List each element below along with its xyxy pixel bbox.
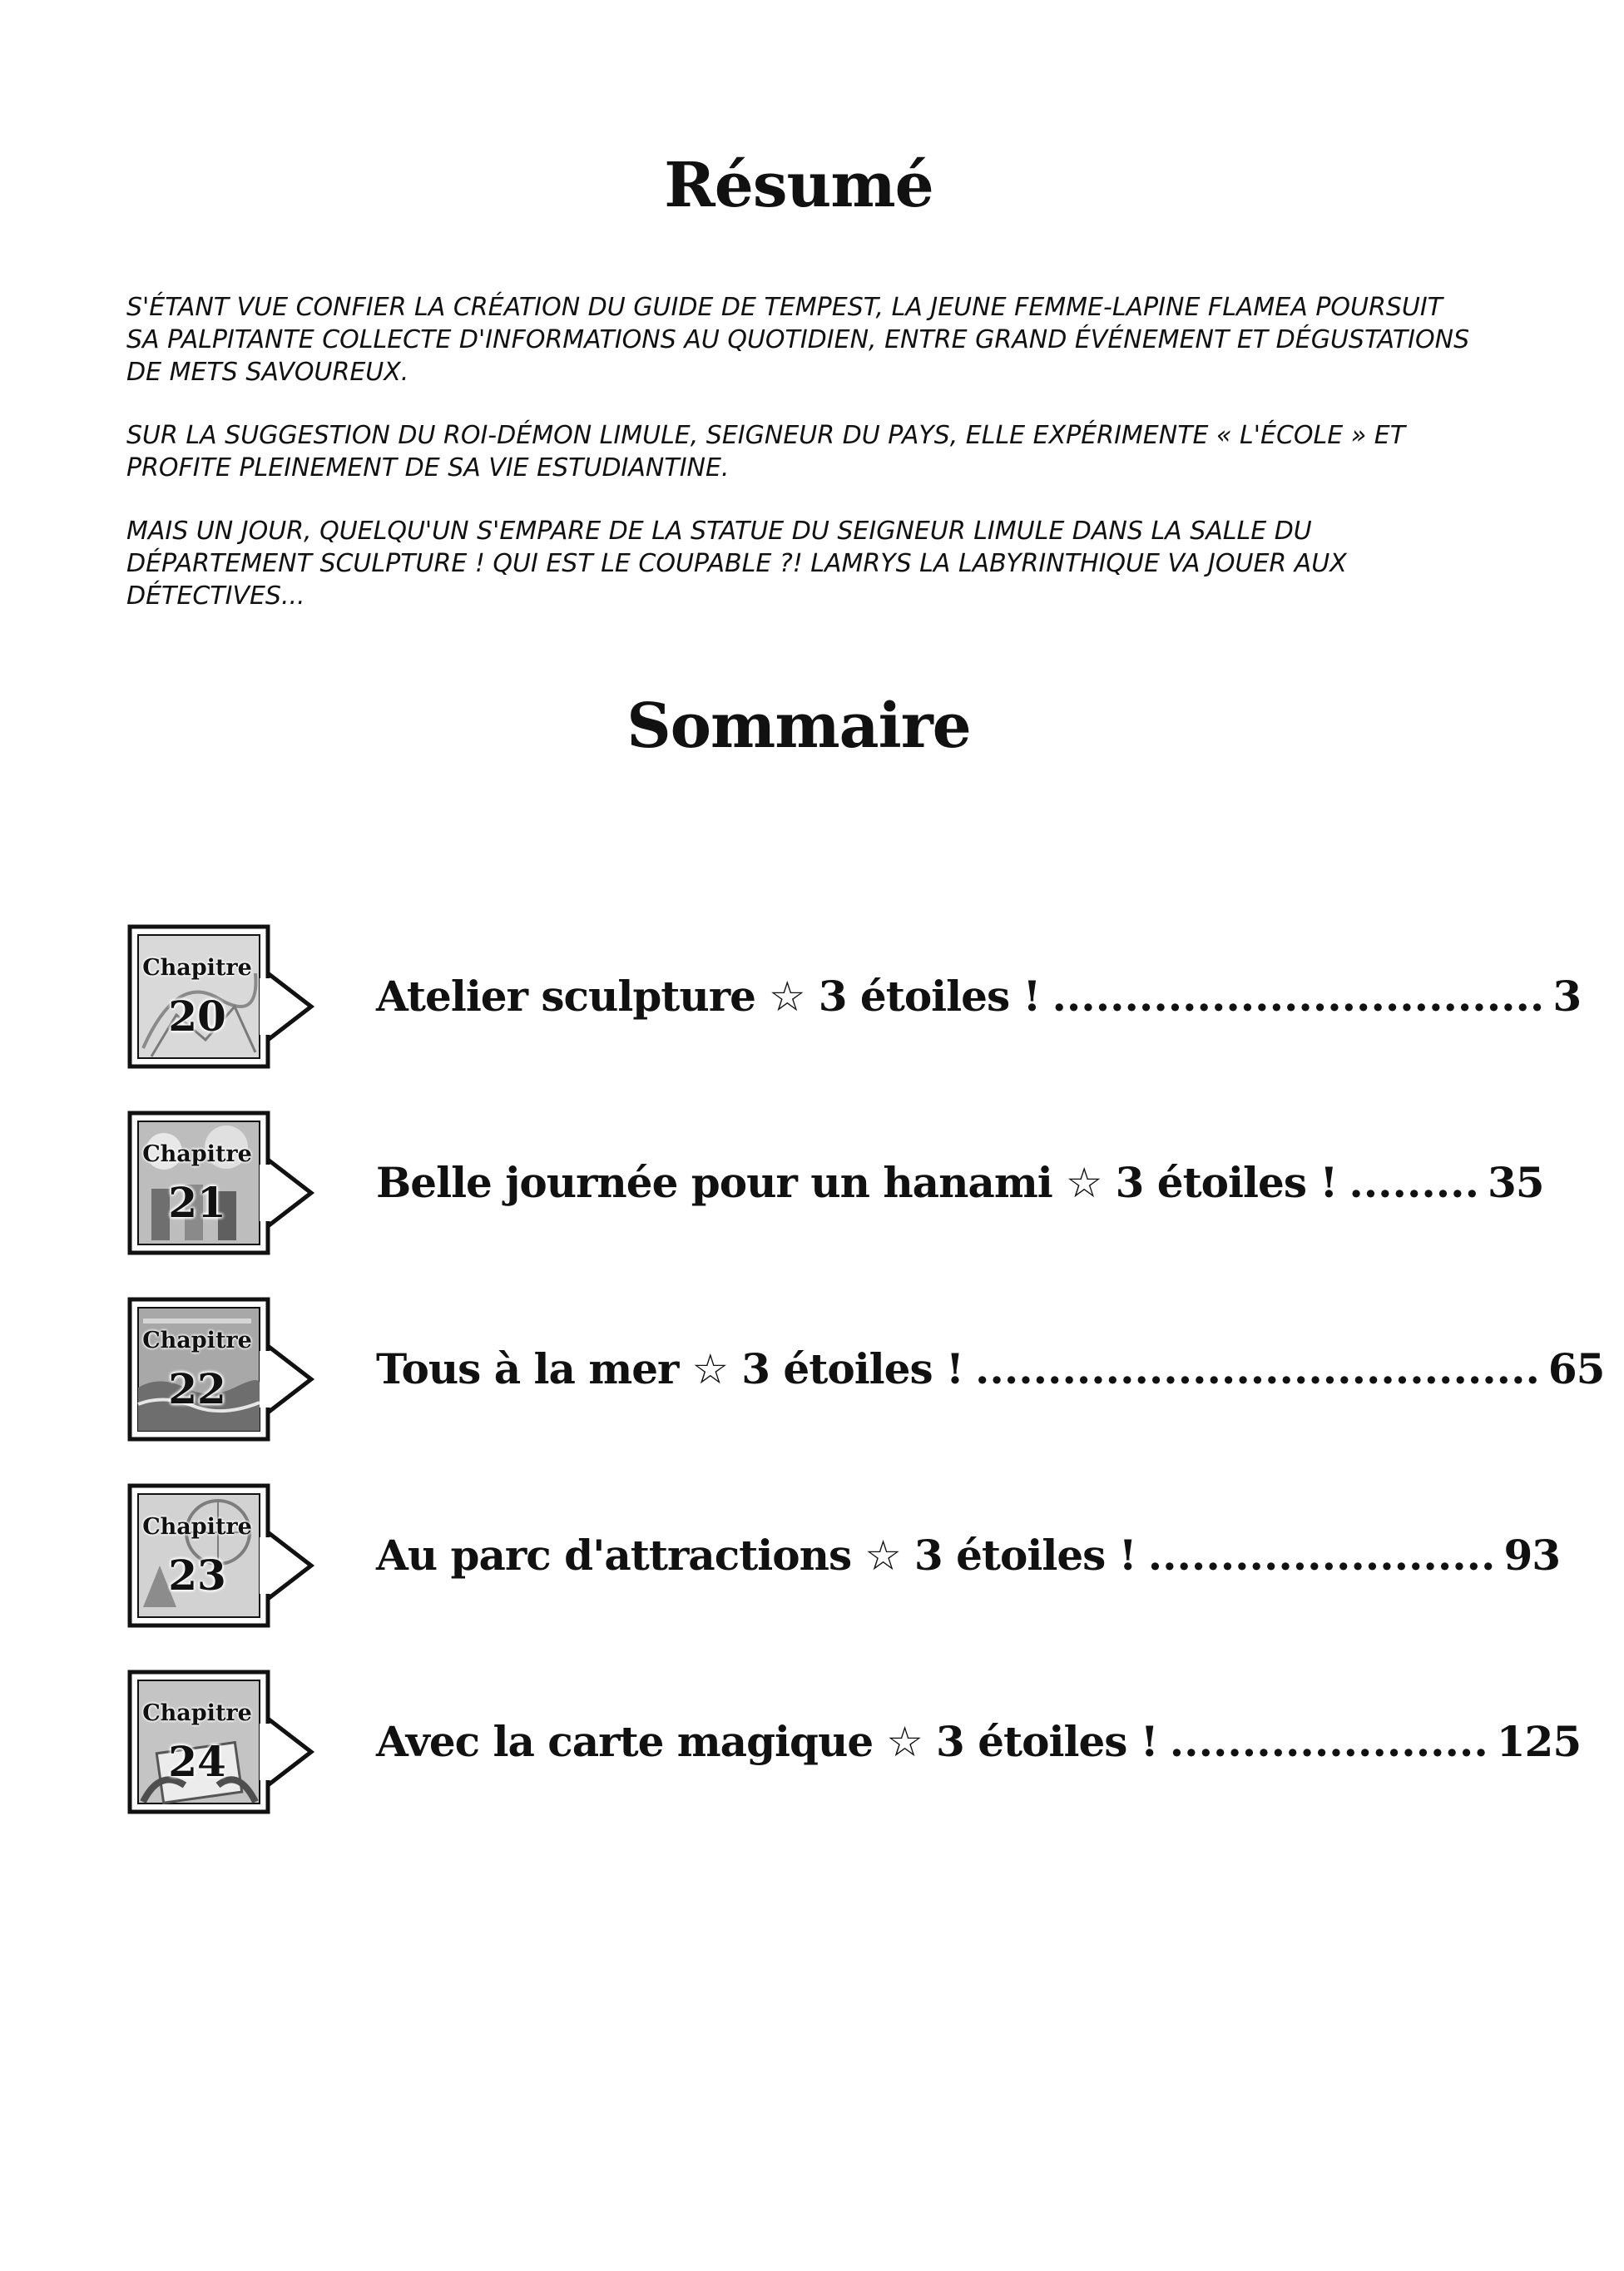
leader-dots: ........................ — [1147, 1531, 1496, 1580]
summary-paragraph: MAIS UN JOUR, QUELQU'UN S'EMPARE DE LA STATUE DU SEIGNEUR LIMULE DANS LA SALLE DU DÉPARTEMENT SCULPTURE ! QUI EST LE COUPABLE ?! LAMRYS LA LABYRINTHIQUE VA JOUER AUX DÉTECTIVES... — [126, 517, 1347, 611]
chapter-title: Belle journée pour un hanami — [376, 1158, 1052, 1207]
leader-dots: .................................. — [1052, 972, 1545, 1021]
chapter-title: Au parc d'attractions — [376, 1531, 852, 1580]
rating-suffix: 3 étoiles ! — [818, 972, 1041, 1021]
page-number: 125 — [1496, 1717, 1582, 1766]
chapter-title: Atelier sculpture — [376, 972, 755, 1021]
resume-title: Résumé — [664, 150, 933, 221]
star-icon: ☆ — [864, 1531, 901, 1580]
chapter-badge — [126, 1296, 318, 1442]
chapter-badge — [126, 1669, 318, 1815]
rating-suffix: 3 étoiles ! — [741, 1344, 963, 1393]
chapter-number: 21 — [168, 1178, 226, 1227]
toc-entry-line — [376, 1158, 1624, 1207]
leader-dots: ......... — [1349, 1158, 1479, 1207]
chapter-badge — [126, 1482, 318, 1629]
star-icon: ☆ — [691, 1345, 729, 1393]
toc-entry-chapter-23[interactable] — [126, 1482, 1561, 1629]
star-icon: ☆ — [768, 972, 805, 1021]
toc-entry-line — [376, 1531, 1624, 1580]
leader-dots: ....................................... — [975, 1344, 1540, 1393]
chapter-label: Chapitre — [142, 1328, 252, 1353]
toc-entry-chapter-20[interactable] — [126, 923, 1582, 1070]
chapter-label: Chapitre — [142, 1141, 252, 1167]
chapter-title: Tous à la mer — [376, 1344, 679, 1393]
leader-dots: ...................... — [1169, 1717, 1488, 1766]
chapter-number: 23 — [168, 1551, 226, 1600]
chapter-badge — [126, 1110, 318, 1256]
chapter-number: 24 — [168, 1737, 226, 1786]
summary-text — [126, 291, 1483, 643]
chapter-label: Chapitre — [142, 955, 252, 981]
chapter-badge — [126, 923, 318, 1070]
chapter-number: 20 — [168, 992, 226, 1041]
toc-entry-chapter-22[interactable] — [126, 1296, 1605, 1442]
summary-paragraph: S'ÉTANT VUE CONFIER LA CRÉATION DU GUIDE DE TEMPEST, LA JEUNE FEMME-LAPINE FLAMEA POURSUIT SA PALPITANTE COLLECTE D'INFORMATIONS AU QUOTIDIEN, ENTRE GRAND ÉVÉNEMENT ET DÉGUSTATIONS DE METS SAVOUREUX. — [126, 293, 1470, 387]
chapter-label: Chapitre — [142, 1700, 252, 1726]
sommaire-title: Sommaire — [626, 690, 971, 762]
page-number: 65 — [1547, 1344, 1605, 1393]
page-number: 35 — [1488, 1158, 1544, 1207]
star-icon: ☆ — [1065, 1159, 1102, 1207]
rating-suffix: 3 étoiles ! — [914, 1531, 1136, 1580]
rating-suffix: 3 étoiles ! — [1115, 1158, 1338, 1207]
rating-suffix: 3 étoiles ! — [936, 1717, 1158, 1766]
chapter-number: 22 — [168, 1364, 226, 1413]
chapter-title: Avec la carte magique — [376, 1717, 874, 1766]
toc-entry-chapter-24[interactable] — [126, 1669, 1582, 1815]
toc-entry-chapter-21[interactable] — [126, 1110, 1544, 1256]
toc-entry-line — [376, 1717, 1624, 1766]
toc-entry-line — [376, 1344, 1624, 1393]
toc-entry-line — [376, 972, 1624, 1021]
summary-paragraph: SUR LA SUGGESTION DU ROI-DÉMON LIMULE, SEIGNEUR DU PAYS, ELLE EXPÉRIMENTE « L'ÉCOLE » ET PROFITE PLEINEMENT DE SA VIE ESTUDIANTINE. — [126, 421, 1406, 482]
chapter-label: Chapitre — [142, 1514, 252, 1540]
star-icon: ☆ — [886, 1718, 923, 1766]
page-number: 3 — [1552, 972, 1582, 1021]
page-number: 93 — [1503, 1531, 1561, 1580]
